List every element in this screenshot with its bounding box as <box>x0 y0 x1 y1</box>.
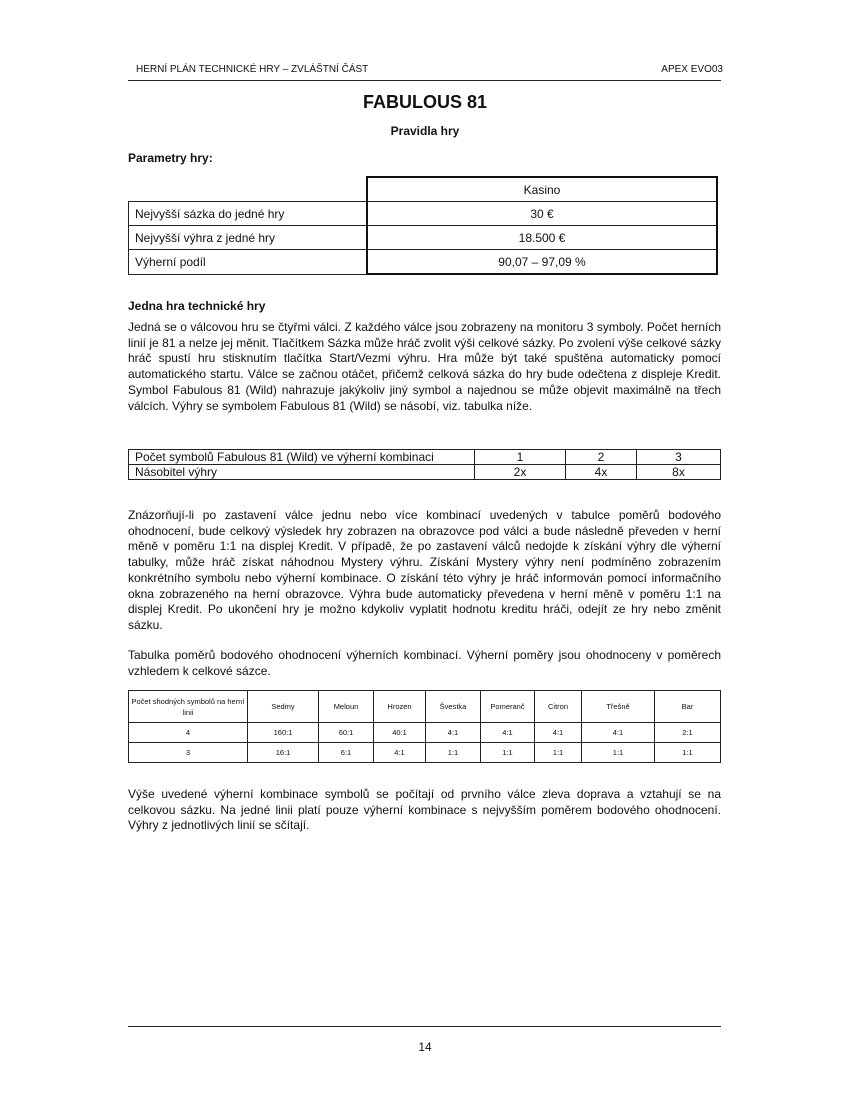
wild-count-label: Počet symbolů Fabulous 81 (Wild) ve výherní kombinaci <box>129 450 475 465</box>
paytable-cell: 1:1 <box>481 743 535 763</box>
wild-count-row <box>129 450 721 465</box>
paytable-header-symbol: Bar <box>655 691 721 723</box>
paragraph-paytable-intro: Tabulka poměrů bodového ohodnocení výherních kombinací. Výherní poměry jsou ohodnoceny v poměrech vzhledem k celkové sázce. <box>128 648 721 678</box>
paytable-cell: 1:1 <box>655 743 721 763</box>
paytable-header-symbol: Sedmy <box>248 691 319 723</box>
paytable-cell: 40:1 <box>374 723 426 743</box>
wild-multiplier-value: 8x <box>637 465 721 480</box>
params-row-value: 90,07 – 97,09 % <box>367 250 717 275</box>
wild-count-value: 1 <box>475 450 566 465</box>
params-header-empty <box>129 177 368 202</box>
params-header-row <box>129 177 718 202</box>
params-heading: Parametry hry: <box>128 151 213 165</box>
wild-count-value: 2 <box>566 450 637 465</box>
header-divider <box>128 80 721 81</box>
document-title: FABULOUS 81 <box>362 92 488 112</box>
paytable-cell: 4:1 <box>535 723 582 743</box>
paragraph-combination-rules: Výše uvedené výherní kombinace symbolů se počítají od prvního válce zleva doprava a vztahují se na celkovou sázku. Na jedné linii platí pouze výherní kombinace s nejvyšším poměrem bodového ohodnocení. Výhry z jednotlivých linií se sčítají. <box>128 787 732 833</box>
paytable-cell: 4:1 <box>374 743 426 763</box>
paragraph-win-evaluation: Znázorňují-li po zastavení válce jednu nebo více kombinací uvedených v tabulce poměrů bodového ohodnocení, bude celkový výsledek hry zobrazen na obrazovce pod válci a bude následně převeden v herní měně v poměru 1:1 na displej Kredit. V případě, že po zastavení válců nedojde k získání výhry dle výherní tabulky, může hráč získat náhodnou Mystery výhru. Získání Mystery výhry není podmíněno zobrazením konkrétního symbolu nebo výherní kombinace. O získání této výhry je hráč informován pomocí informačního okna zobrazeného na herní obrazovce. Výhra bude automaticky převedena v herní měně v poměru 1:1 na displej Kredit. Po ukončení hry je možno kdykoliv vyplatit hodnotu kreditu hráči, odejít ze hry nebo změnit sázku. <box>128 508 721 632</box>
paytable-cell: 16:1 <box>248 743 319 763</box>
paytable-cell: 4 <box>129 723 248 743</box>
paytable-header-symbol: Meloun <box>319 691 374 723</box>
paytable-cell: 1:1 <box>535 743 582 763</box>
section-title: Jedna hra technické hry <box>128 299 266 313</box>
paytable <box>128 690 721 763</box>
paytable-cell: 3 <box>129 743 248 763</box>
paytable-header-row <box>129 691 721 723</box>
paytable-row <box>129 743 721 763</box>
footer-divider <box>128 1026 721 1027</box>
params-row-value: 18.500 € <box>367 226 717 250</box>
paytable-header-symbol: Třešně <box>582 691 655 723</box>
paytable-header-symbol: Hrozen <box>374 691 426 723</box>
params-row-label: Výherní podíl <box>129 250 368 275</box>
paytable-row <box>129 723 721 743</box>
paytable-header-count: Počet shodných symbolů na herní linii <box>129 691 248 723</box>
paytable-header-symbol: Švestka <box>426 691 481 723</box>
paytable-cell: 4:1 <box>426 723 481 743</box>
wild-multiplier-value: 2x <box>475 465 566 480</box>
paytable-header-symbol: Pomeranč <box>481 691 535 723</box>
header-left-title: HERNÍ PLÁN TECHNICKÉ HRY – ZVLÁŠTNÍ ČÁST <box>136 64 369 75</box>
wild-multiplier-row <box>129 465 721 480</box>
paytable-cell: 4:1 <box>481 723 535 743</box>
params-row-label: Nejvyšší výhra z jedné hry <box>129 226 368 250</box>
wild-multiplier-label: Násobitel výhry <box>129 465 475 480</box>
params-table <box>128 176 718 275</box>
paragraph-game-description: Jedná se o válcovou hru se čtyřmi válci. Z každého válce jsou zobrazeny na monitoru 3 symboly. Počet herních linií je 81 a nelze jej měnit. Tlačítkem Sázka může hráč zvolit výši celkové sázky. Po zvolení výše celkové sázky hráč spustí hru stisknutím tlačítka Start/Vezmi výhru. Hra může být také spuštěna automaticky pomocí automatického startu. Válce se začnou otáčet, přičemž celková sázka do hry bude odečtena z displeje Kredit. Symbol Fabulous 81 (Wild) nahrazuje jakýkoliv jiný symbol a najednou se může objevit maximálně na třech válcích. Výhry se symbolem Fabulous 81 (Wild) se násobí, viz. tabulka níže. <box>128 320 721 413</box>
wild-multiplier-table <box>128 449 721 480</box>
header-right-code: APEX EVO03 <box>661 64 723 75</box>
paytable-cell: 2:1 <box>655 723 721 743</box>
params-row-value: 30 € <box>367 202 717 226</box>
wild-count-value: 3 <box>637 450 721 465</box>
paytable-cell: 60:1 <box>319 723 374 743</box>
document-subtitle: Pravidla hry <box>390 124 460 138</box>
paytable-cell: 1:1 <box>426 743 481 763</box>
paytable-cell: 1:1 <box>582 743 655 763</box>
paytable-header-symbol: Citron <box>535 691 582 723</box>
params-row-label: Nejvyšší sázka do jedné hry <box>129 202 368 226</box>
paytable-cell: 6:1 <box>319 743 374 763</box>
params-row <box>129 250 718 275</box>
paytable-cell: 160:1 <box>248 723 319 743</box>
page-number: 14 <box>418 1040 432 1054</box>
wild-multiplier-value: 4x <box>566 465 637 480</box>
paytable-cell: 4:1 <box>582 723 655 743</box>
params-row <box>129 226 718 250</box>
params-column-header: Kasino <box>367 177 717 202</box>
params-row <box>129 202 718 226</box>
